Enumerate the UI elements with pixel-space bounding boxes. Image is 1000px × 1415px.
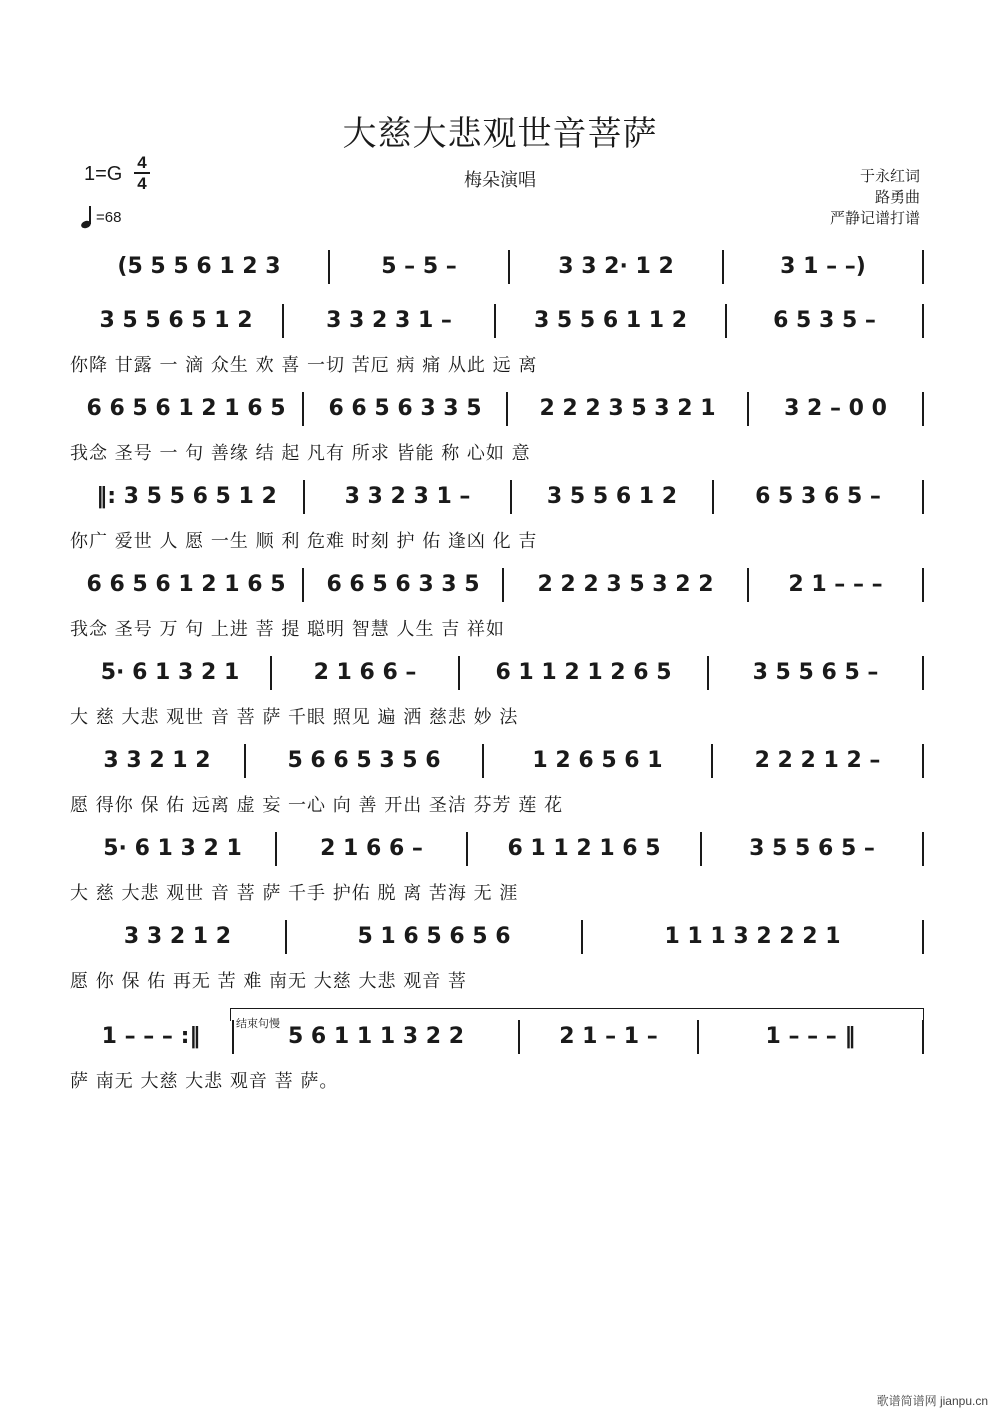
barline bbox=[506, 392, 508, 426]
lyricist-credit: 于永红词 bbox=[859, 168, 920, 185]
barline bbox=[232, 1020, 234, 1054]
barline bbox=[466, 832, 468, 866]
measure: 6 6 5 6 3 3 5 bbox=[328, 396, 482, 421]
measure: 3 2 – 0 0 bbox=[784, 396, 887, 421]
barline bbox=[244, 744, 246, 778]
measure: 3 3 2 3 1 – bbox=[344, 484, 471, 509]
lyrics-line: 大 慈 大悲 观世 音 菩 萨 千手 护佑 脱 离 苦海 无 涯 bbox=[70, 883, 519, 904]
measure: 1 2 6 5 6 1 bbox=[532, 748, 663, 773]
measure: 5· 6 1 3 2 1 bbox=[100, 660, 240, 685]
lyrics-line: 大 慈 大悲 观世 音 菩 萨 千眼 照见 遍 洒 慈悲 妙 法 bbox=[70, 707, 519, 728]
notes-row bbox=[70, 306, 930, 346]
ending-instruction: 结束句慢 bbox=[236, 1018, 280, 1030]
score-system-7 bbox=[70, 746, 930, 836]
barline bbox=[922, 656, 924, 690]
measure: 3 5 5 6 5 1 2 bbox=[99, 308, 253, 333]
notes-row bbox=[70, 658, 930, 698]
notes-row bbox=[70, 570, 930, 610]
score-system-4 bbox=[70, 482, 930, 572]
barline bbox=[922, 1020, 924, 1054]
score-system-8 bbox=[70, 834, 930, 924]
lyrics-line: 萨 南无 大慈 大悲 观音 菩 萨。 bbox=[70, 1071, 339, 1092]
measure: 3 5 5 6 1 1 2 bbox=[533, 308, 688, 333]
lyrics-line: 愿 得你 保 佑 远离 虚 妄 一心 向 善 开出 圣洁 芬芳 莲 花 bbox=[70, 795, 564, 816]
singer-credit: 梅朵演唱 bbox=[464, 170, 536, 190]
barline bbox=[482, 744, 484, 778]
measure: 3 3 2 3 1 – bbox=[326, 308, 452, 333]
barline bbox=[712, 480, 714, 514]
notes-row bbox=[70, 922, 930, 962]
notes-row bbox=[70, 394, 930, 434]
measure: 2 1 – – – bbox=[788, 572, 883, 597]
ending-bracket bbox=[230, 1008, 924, 1021]
score-system-6 bbox=[70, 658, 930, 748]
lyrics-line: 我念 圣号 一 句 善缘 结 起 凡有 所求 皆能 称 心如 意 bbox=[70, 443, 531, 464]
barline bbox=[458, 656, 460, 690]
barline bbox=[922, 920, 924, 954]
measure: 2 2 2 3 5 3 2 1 bbox=[539, 396, 716, 421]
measure: 2 1 – 1 – bbox=[559, 1024, 658, 1049]
time-signature-top: 4 bbox=[137, 153, 147, 172]
barline bbox=[494, 304, 496, 338]
measure: 3 3 2 1 2 bbox=[103, 748, 211, 773]
barline bbox=[303, 480, 305, 514]
measure: 3 5 5 6 1 2 bbox=[546, 484, 678, 509]
score-system-5 bbox=[70, 570, 930, 660]
measure: 3 3 2 1 2 bbox=[123, 924, 232, 949]
barline bbox=[302, 392, 304, 426]
barline bbox=[328, 250, 330, 284]
measure: 1 – – – :‖ bbox=[101, 1024, 201, 1049]
measure: (5 5 5 6 1 2 3 bbox=[117, 254, 281, 279]
barline bbox=[922, 832, 924, 866]
barline bbox=[275, 832, 277, 866]
score-system-9 bbox=[70, 922, 930, 1012]
measure: 2 2 2 1 2 – bbox=[754, 748, 881, 773]
measure: 6 1 1 2 1 6 5 bbox=[507, 836, 661, 861]
lyrics-line: 我念 圣号 万 句 上进 菩 提 聪明 智慧 人生 吉 祥如 bbox=[70, 619, 505, 640]
barline bbox=[707, 656, 709, 690]
measure: 5 – 5 – bbox=[381, 254, 457, 279]
time-signature-bottom: 4 bbox=[137, 174, 147, 193]
notes-row bbox=[70, 1022, 930, 1062]
measure: 5 1 6 5 6 5 6 bbox=[357, 924, 511, 949]
tempo-value: =68 bbox=[96, 208, 122, 226]
quarter-note-icon bbox=[80, 206, 96, 228]
barline bbox=[518, 1020, 520, 1054]
measure: 1 – – – ‖ bbox=[765, 1024, 856, 1049]
measure: 3 5 5 6 5 – bbox=[752, 660, 879, 685]
barline bbox=[711, 744, 713, 778]
barline bbox=[581, 920, 583, 954]
barline bbox=[922, 304, 924, 338]
notes-row bbox=[70, 482, 930, 522]
barline bbox=[922, 392, 924, 426]
measure: 6 6 5 6 1 2 1 6 5 bbox=[86, 572, 286, 597]
notes-row bbox=[70, 834, 930, 874]
measure: 6 6 5 6 1 2 1 6 5 bbox=[86, 396, 286, 421]
barline bbox=[747, 392, 749, 426]
barline bbox=[922, 568, 924, 602]
notes-row bbox=[70, 746, 930, 786]
measure: 3 5 5 6 5 – bbox=[749, 836, 875, 861]
measure: 6 1 1 2 1 2 6 5 bbox=[495, 660, 672, 685]
measure: 3 3 2· 1 2 bbox=[558, 254, 674, 279]
transcriber-credit: 严静记谱打谱 bbox=[829, 210, 920, 227]
barline bbox=[725, 304, 727, 338]
score-system-10 bbox=[70, 1022, 930, 1112]
barline bbox=[700, 832, 702, 866]
measure: 2 1 6 6 – bbox=[320, 836, 423, 861]
lyrics-line: 你广 爱世 人 愿 一生 顺 利 危难 时刻 护 佑 逢凶 化 吉 bbox=[70, 531, 538, 552]
measure: ‖: 3 5 5 6 5 1 2 bbox=[96, 484, 277, 509]
measure: 3 1 – –) bbox=[780, 254, 866, 279]
barline bbox=[285, 920, 287, 954]
song-title: 大慈大悲观世音菩萨 bbox=[342, 114, 658, 154]
measure: 6 5 3 5 – bbox=[773, 308, 876, 333]
barline bbox=[282, 304, 284, 338]
watermark: 歌谱简谱网 jianpu.cn bbox=[876, 1394, 988, 1408]
barline bbox=[302, 568, 304, 602]
notes-row bbox=[70, 252, 930, 292]
measure: 6 6 5 6 3 3 5 bbox=[326, 572, 480, 597]
score-system-2 bbox=[70, 306, 930, 396]
tempo-marking bbox=[80, 206, 121, 228]
barline bbox=[922, 250, 924, 284]
measure: 2 2 2 3 5 3 2 2 bbox=[537, 572, 714, 597]
composer-credit: 路勇曲 bbox=[874, 189, 920, 206]
barline bbox=[510, 480, 512, 514]
measure: 5 6 6 5 3 5 6 bbox=[287, 748, 441, 773]
measure: 6 5 3 6 5 – bbox=[755, 484, 881, 509]
credits bbox=[830, 166, 920, 229]
barline bbox=[502, 568, 504, 602]
score-system-3 bbox=[70, 394, 930, 484]
lyrics-line: 愿 你 保 佑 再无 苦 难 南无 大慈 大悲 观音 菩 bbox=[70, 971, 467, 992]
barline bbox=[270, 656, 272, 690]
barline bbox=[697, 1020, 699, 1054]
barline bbox=[508, 250, 510, 284]
measure: 5· 6 1 3 2 1 bbox=[103, 836, 242, 861]
key-signature: 1=G bbox=[84, 163, 123, 185]
barline bbox=[922, 744, 924, 778]
barline bbox=[922, 480, 924, 514]
barline bbox=[722, 250, 724, 284]
barline bbox=[747, 568, 749, 602]
lyrics-line: 你降 甘露 一 滴 众生 欢 喜 一切 苦厄 病 痛 从此 远 离 bbox=[70, 355, 538, 376]
measure: 5 6 1 1 1 3 2 2 bbox=[287, 1024, 465, 1049]
measure: 1 1 1 3 2 2 2 1 bbox=[664, 924, 841, 949]
measure: 2 1 6 6 – bbox=[313, 660, 417, 685]
